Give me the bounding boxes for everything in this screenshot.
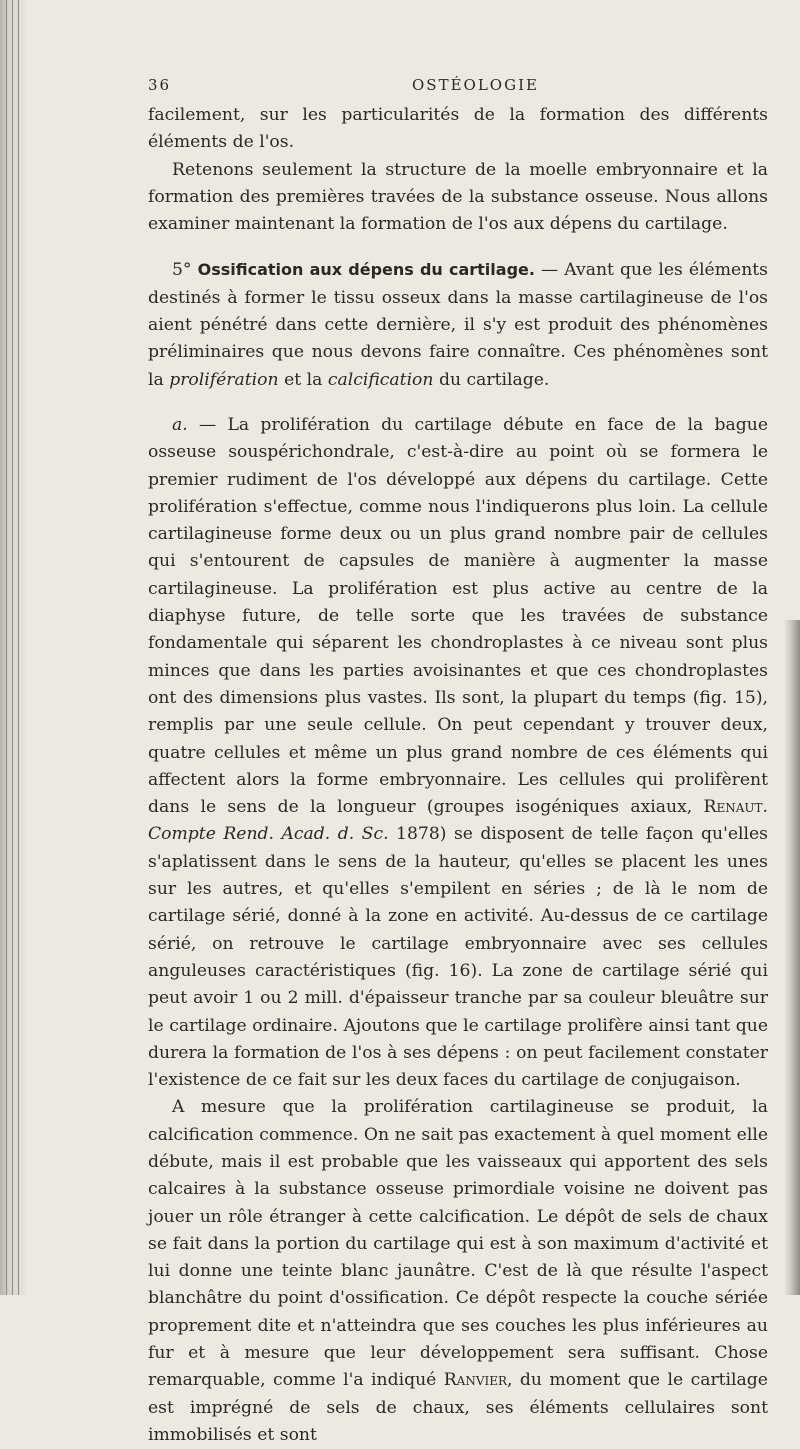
paragraph — [148, 1094, 768, 1449]
paragraph: facilement, sur les particularités de la formation des différents éléments de l'os. — [148, 105, 768, 153]
page-gutter-shadow — [0, 0, 26, 1295]
paragraph: Retenons seulement la structure de la moelle embryonnaire et la formation des premières travées de la substance osseuse. Nous allons examiner maintenant la formation de l'os aux dépens du cartilage. — [148, 159, 768, 235]
running-title: OSTÉOLOGIE — [412, 76, 539, 94]
gutter-line — [6, 0, 7, 1295]
text-run: et la — [278, 369, 328, 390]
section-paragraph — [148, 256, 768, 393]
citation: Compte Rend. Acad. d. Sc. — [148, 824, 389, 845]
text-run: — Avant que les éléments destinés à former le tissu osseux dans la masse cartilagineuse de l'os aient pénétré dans cette dernière, il s'y est produit des phénomènes préliminaires que nous devons faire connaître. Ces phénomènes sont la — [148, 260, 768, 390]
text-run: . — [762, 797, 768, 818]
text-run: A mesure que la prolifération cartilagineuse se produit, la calcification commence. On ne sait pas exactement à quel moment elle débute, mais il est probable que les vaisseaux qui apportent des sels calcaires à la substance osseuse primordiale voisine ne doivent pas jouer un rôle étranger à cette calcification. Le dépôt de sels de chaux se fait dans la portion du cartilage qui est à son maximum d'activité et lui donne une teinte blanc jaunâtre. C'est de là que résulte l'aspect blanchâtre du point d'ossification. Ce dépôt respecte la couche sériée proprement dite et n'atteindra que ses couches les plus inférieures au fur et à mesure que leur développement sera suffisant. Chose remarquable, comme l'a indiqué — [148, 1097, 768, 1391]
running-head — [148, 76, 748, 96]
text-run: , du moment que le cartilage est imprégné de sels de chaux, ses éléments cellulaires sont immobilisés et sont — [148, 1370, 768, 1445]
page-edge-shadow — [784, 620, 800, 1295]
term-italic: calcification — [327, 369, 434, 390]
author-name: Ranvier — [443, 1370, 508, 1391]
term-italic: prolifération — [169, 369, 279, 390]
page-number: 36 — [148, 76, 172, 94]
gutter-line — [12, 0, 13, 1295]
gutter-line — [18, 0, 19, 1295]
text-run: — La prolifération du cartilage débute en face de la bague osseuse souspérichondrale, c'est-à-dire au point où se formera le premier rudiment de l'os développé aux dépens du cartilage. Cette prolifération s'effectue, comme nous l'indiquerons plus loin. La cellule cartilagineuse forme deux ou un plus grand nombre pair de cellules qui s'entourent de capsules de manière à augmenter la masse cartilagineuse. La prolifération est plus active au centre de la diaphyse future, de telle sorte que les travées de substance fondamentale qui séparent les chondroplastes à ce niveau sont plus minces que dans les parties avoisinantes et que ces chondroplastes ont des dimensions plus vastes. Ils sont, la plupart du temps (fig. 15), remplis par une seule cellule. On peut cependant y trouver deux, quatre cellules et même un plus grand nombre de ces éléments qui affectent alors la forme embryonnaire. Les cellules qui prolifèrent dans le sens de la longueur (groupes isogéniques axiaux, — [148, 414, 768, 818]
body-text — [148, 102, 768, 1449]
author-name: Renaut — [703, 797, 763, 818]
section-number: 5° — [172, 260, 192, 281]
subsection-letter: a. — [172, 414, 188, 435]
text-run: 1878) se disposent de telle façon qu'elles s'aplatissent dans le sens de la hauteur, qu'elles se placent les unes sur les autres, et qu'elles s'empilent en séries ; de là le nom de cartilage sérié, donné à la zone en activité. Au-dessus de ce cartilage sérié, on retrouve le cartilage embryonnaire avec ses cellules anguleuses caractéristiques (fig. 16). La zone de cartilage sérié qui peut avoir 1 ou 2 mill. d'épaisseur tranche par sa couleur bleuâtre sur le cartilage ordinaire. Ajoutons que le cartilage prolifère ainsi tant que durera la formation de l'os à ses dépens : on peut facilement constater l'existence de ce fait sur les deux faces du cartilage de conjugaison. — [148, 824, 768, 1091]
paragraph — [148, 412, 768, 1094]
text-run: du cartilage. — [433, 369, 550, 390]
section-heading: Ossification aux dépens du cartilage. — [197, 260, 535, 280]
